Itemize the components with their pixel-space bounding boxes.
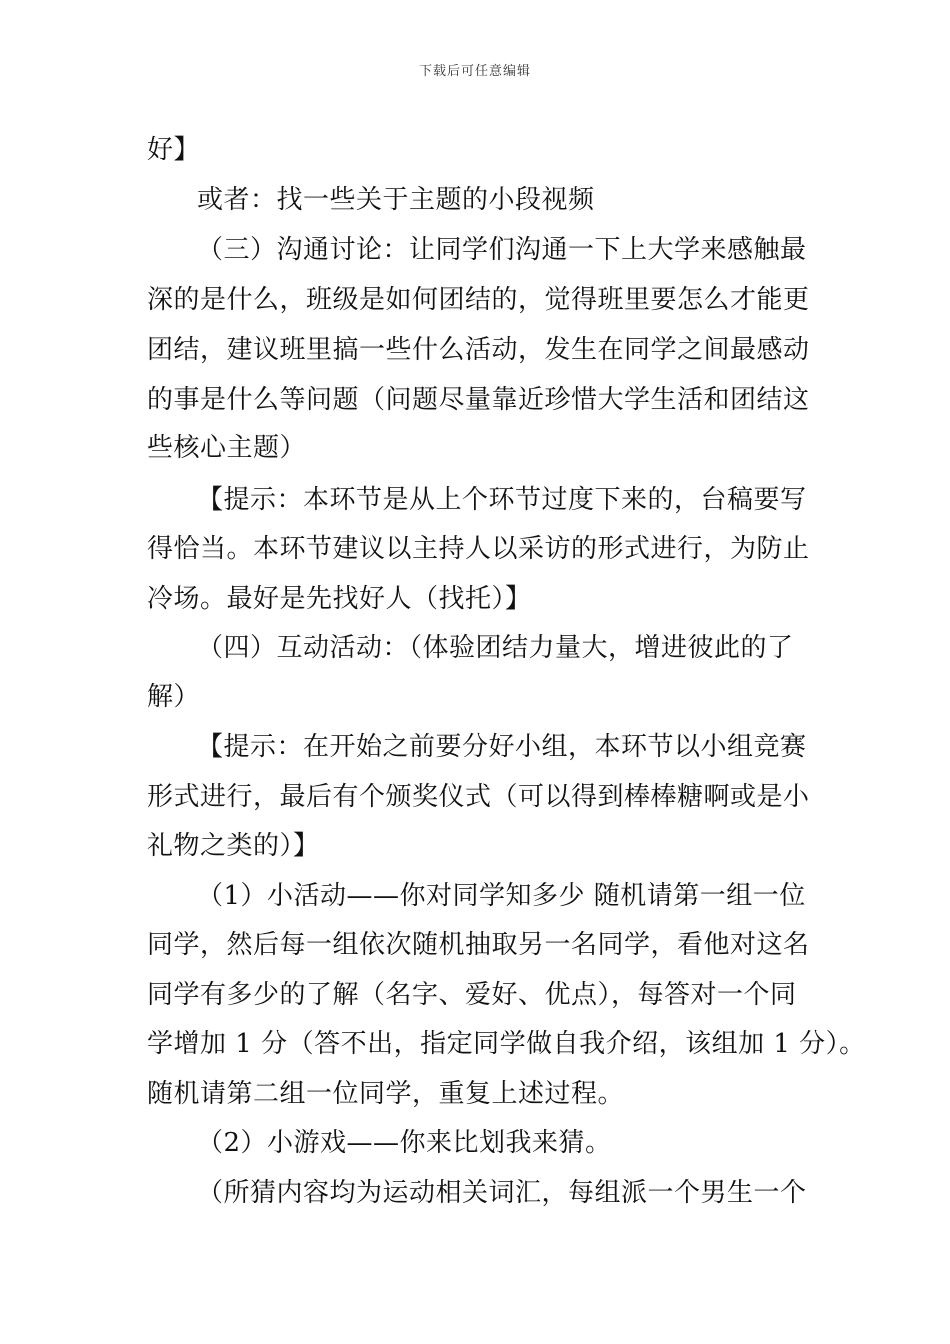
text-line: 些核心主题）	[147, 433, 307, 463]
text-line: （1）小活动——你对同学知多少 随机请第一组一位	[197, 881, 806, 911]
page-header: 下载后可任意编辑	[418, 64, 531, 79]
text-line: 形式进行，最后有个颁奖仪式（可以得到棒棒糖啊或是小	[147, 782, 810, 812]
text-line: （2）小游戏——你来比划我来猜。	[197, 1128, 612, 1158]
text-line: 冷场。最好是先找好人（找托）】	[147, 584, 532, 614]
text-line: 或者：找一些关于主题的小段视频	[197, 185, 595, 215]
text-line: 同学有多少的了解（名字、爱好、优点），每答对一个同	[147, 980, 797, 1010]
text-line: 解）	[147, 682, 201, 712]
text-line: （三）沟通讨论：让同学们沟通一下上大学来感触最	[197, 235, 807, 265]
text-line: 好】	[147, 135, 201, 165]
text-line: 学增加 1 分（答不出，指定同学做自我介绍，该组加 1 分）。	[147, 1029, 866, 1059]
text-line: 【提示：本环节是从上个环节过度下来的，台稿要写	[197, 485, 807, 515]
text-line: 深的是什么，班级是如何团结的，觉得班里要怎么才能更	[147, 285, 810, 315]
text-line: （四）互动活动：（体验团结力量大，增进彼此的了	[197, 633, 794, 663]
text-line: 随机请第二组一位同学，重复上述过程。	[147, 1079, 625, 1109]
text-line: 同学，然后每一组依次随机抽取另一名同学，看他对这名	[147, 930, 810, 960]
text-line: 【提示：在开始之前要分好小组，本环节以小组竞赛	[197, 732, 807, 762]
text-line: （所猜内容均为运动相关词汇，每组派一个男生一个	[197, 1178, 807, 1208]
text-line: 的事是什么等问题（问题尽量靠近珍惜大学生活和团结这	[147, 385, 810, 415]
text-line: 团结，建议班里搞一些什么活动，发生在同学之间最感动	[147, 335, 810, 365]
text-line: 礼物之类的）】	[147, 831, 320, 861]
text-line: 得恰当。本环节建议以主持人以采访的形式进行，为防止	[147, 534, 810, 564]
